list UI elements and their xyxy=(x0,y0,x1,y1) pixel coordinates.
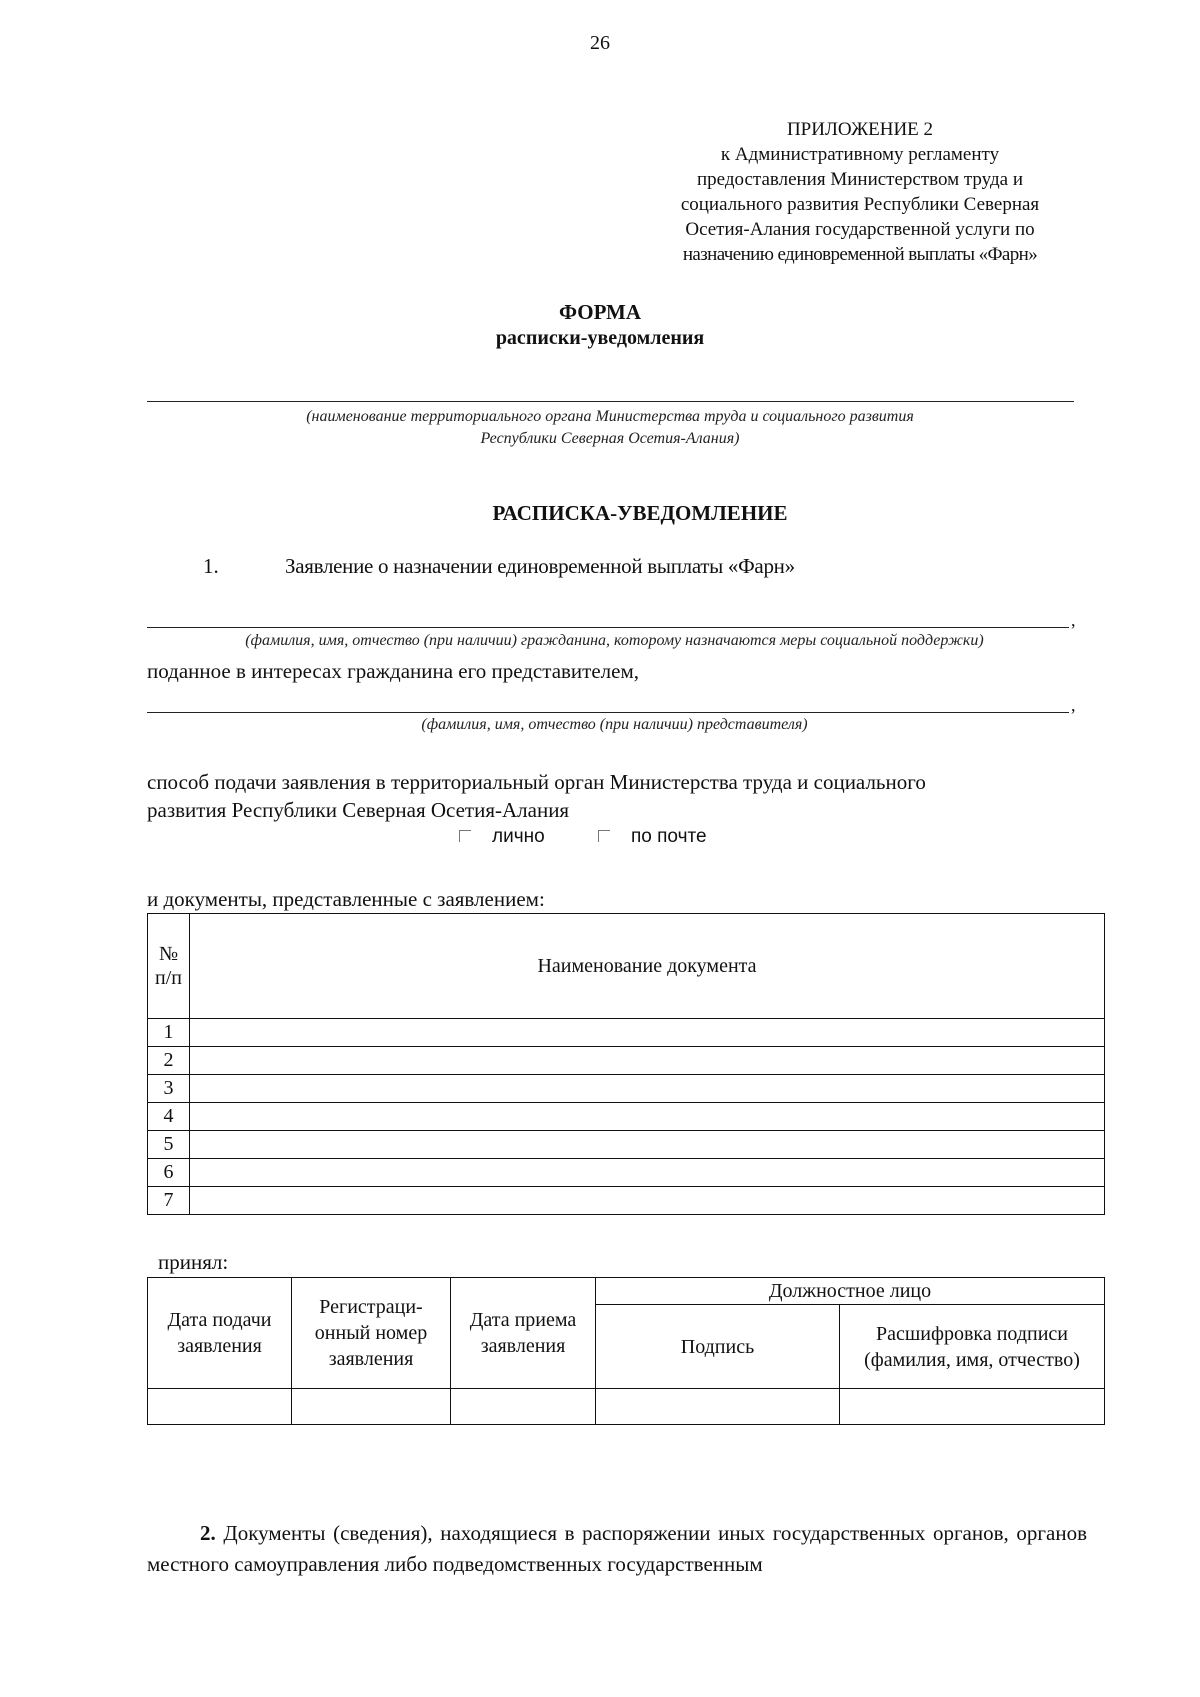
row-number: 2 xyxy=(148,1047,190,1075)
header-registration-number: Регистраци-онный номер заявления xyxy=(292,1278,451,1389)
accepted-label: принял: xyxy=(158,1250,229,1274)
header-date-received: Дата приема заявления xyxy=(451,1278,596,1389)
appendix-line: социального развития Республики Северная xyxy=(680,194,1040,215)
table-row xyxy=(148,1159,1105,1187)
table-row xyxy=(148,1103,1105,1131)
form-title: ФОРМА xyxy=(558,300,642,324)
submission-text: способ подачи заявления в территориальный орган Министерства труда и социального развития Республики Северная Осетия-Алания xyxy=(147,770,926,822)
header-date-submitted: Дата подачи заявления xyxy=(148,1278,292,1389)
table-row xyxy=(148,1047,1105,1075)
option-mail-label: по почте xyxy=(631,826,707,847)
table-header-row xyxy=(148,914,1105,1019)
paragraph-2-text: Документы (сведения), находящиеся в распоряжении иных государственных органов, органов местного самоуправления либо подведомственных государственным xyxy=(147,1521,1087,1576)
table-row xyxy=(148,1131,1105,1159)
representative-name-hint: (фамилия, имя, отчество (при наличии) представителя) xyxy=(421,716,808,733)
documents-table xyxy=(147,913,1105,1215)
item1-number: 1. xyxy=(203,554,219,578)
row-number: 5 xyxy=(148,1131,190,1159)
appendix-title: ПРИЛОЖЕНИЕ 2 xyxy=(786,119,934,140)
signature-decoded-cell[interactable] xyxy=(840,1389,1105,1425)
signature-cell[interactable] xyxy=(596,1389,840,1425)
organ-name-hint: (наименование территориального органа Министерства труда и социального развития Республики Северная Осетия-Алания) xyxy=(306,408,914,447)
organ-name-line[interactable] xyxy=(147,401,1074,402)
document-name-cell[interactable] xyxy=(190,1159,1105,1187)
row-number: 6 xyxy=(148,1159,190,1187)
representative-text: поданное в интересах гражданина его представителем, xyxy=(147,659,640,683)
table-row xyxy=(148,1075,1105,1103)
receipt-title: РАСПИСКА-УВЕДОМЛЕНИЕ xyxy=(492,501,788,525)
date-submitted-cell[interactable] xyxy=(148,1389,292,1425)
date-received-cell[interactable] xyxy=(451,1389,596,1425)
comma: , xyxy=(1071,695,1076,715)
table-row xyxy=(148,1389,1105,1425)
paragraph-2-number: 2. xyxy=(200,1521,216,1545)
document-name-cell[interactable] xyxy=(190,1187,1105,1215)
row-number: 1 xyxy=(148,1019,190,1047)
row-number: 3 xyxy=(148,1075,190,1103)
appendix-line: назначению единовременной выплаты «Фарн» xyxy=(682,244,1038,265)
checkbox-mail[interactable] xyxy=(598,830,610,842)
appendix-line: к Административному регламенту xyxy=(720,144,1000,165)
appendix-line: предоставления Министерством труда и xyxy=(696,169,1023,190)
receipt-table xyxy=(147,1277,1105,1425)
form-subtitle: расписки-уведомления xyxy=(495,327,705,349)
page-number: 26 xyxy=(590,32,610,54)
row-number: 4 xyxy=(148,1103,190,1131)
header-official: Должностное лицо xyxy=(596,1278,1105,1305)
registration-number-cell[interactable] xyxy=(292,1389,451,1425)
header-signature: Подпись xyxy=(596,1305,840,1389)
document-name-cell[interactable] xyxy=(190,1131,1105,1159)
documents-intro: и документы, представленные с заявлением: xyxy=(147,887,545,911)
row-number: 7 xyxy=(148,1187,190,1215)
appendix-header xyxy=(610,117,1110,267)
document-name-cell[interactable] xyxy=(190,1019,1105,1047)
header-num: № п/п xyxy=(148,914,190,1019)
paragraph-2 xyxy=(147,1518,1087,1580)
representative-name-line[interactable] xyxy=(147,712,1069,713)
document-name-cell[interactable] xyxy=(190,1047,1105,1075)
citizen-name-hint: (фамилия, имя, отчество (при наличии) гражданина, которому назначаются меры социальной поддержки) xyxy=(245,632,984,649)
table-row xyxy=(148,1019,1105,1047)
checkbox-personal[interactable] xyxy=(459,830,471,842)
comma: , xyxy=(1071,610,1076,630)
document-name-cell[interactable] xyxy=(190,1075,1105,1103)
item1-text: Заявление о назначении единовременной выплаты «Фарн» xyxy=(285,554,795,578)
document-name-cell[interactable] xyxy=(190,1103,1105,1131)
citizen-name-line[interactable] xyxy=(147,627,1069,628)
appendix-line: Осетия-Алания государственной услуги по xyxy=(685,219,1035,240)
table-row xyxy=(148,1187,1105,1215)
header-signature-decoded: Расшифровка подписи (фамилия, имя, отчество) xyxy=(840,1305,1105,1389)
header-doc-name: Наименование документа xyxy=(190,914,1105,1019)
option-personal-label: лично xyxy=(492,826,545,847)
